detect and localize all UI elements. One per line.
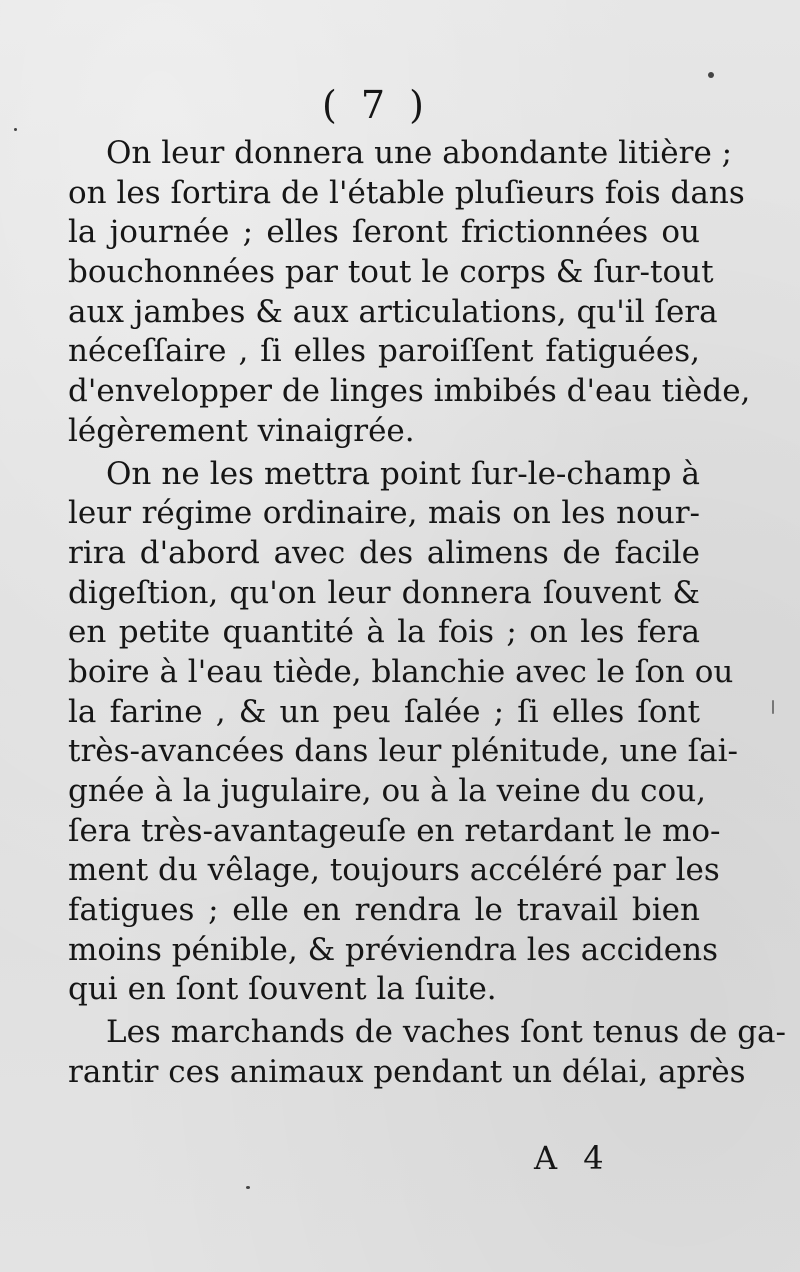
- text-line: digeſtion, qu'on leur donnera ſouvent &: [68, 574, 700, 611]
- body-text: [68, 134, 787, 1093]
- text-line: rantir ces animaux pendant un délai, après: [68, 1053, 746, 1090]
- text-line: Les marchands de vaches ſont tenus de ga-: [106, 1014, 787, 1051]
- text-line: qui en ſont ſouvent la ſuite.: [68, 971, 497, 1008]
- text-line: boire à l'eau tiède, blanchie avec le ſon ou: [68, 653, 734, 690]
- text-line: très-avancées dans leur plénitude, une ſai-: [68, 733, 738, 770]
- paper-speck: [246, 1186, 250, 1189]
- text-line: néceſſaire , ſi elles paroiſſent fatiguées,: [68, 333, 700, 370]
- text-line: leur régime ordinaire, mais on les nour-: [68, 495, 700, 532]
- text-line: en petite quantité à la fois ; on les fera: [68, 614, 700, 651]
- text-line: ment du vêlage, toujours accéléré par les: [68, 852, 720, 889]
- paragraph: [68, 1013, 787, 1092]
- text-line: d'envelopper de linges imbibés d'eau tiède,: [68, 373, 751, 410]
- text-line: fatigues ; elle en rendra le travail bien: [68, 892, 700, 929]
- paper-speck: [772, 700, 774, 714]
- text-line: moins pénible, & préviendra les accidens: [68, 931, 718, 968]
- text-line: rira d'abord avec des alimens de facile: [68, 534, 700, 571]
- text-line: bouchonnées par tout le corps & ſur-tout: [68, 254, 714, 291]
- paper-speck: [14, 128, 17, 131]
- text-line: ſera très-avantageuſe en retardant le mo-: [68, 812, 721, 849]
- paragraph: [68, 134, 751, 452]
- paper-speck: [708, 72, 714, 78]
- text-line: légèrement vinaigrée.: [68, 412, 415, 449]
- text-line: la farine , & un peu ſalée ; ſi elles ſont: [68, 693, 700, 730]
- text-line: la journée ; elles ſeront frictionnées ou: [68, 214, 700, 251]
- paragraph: [68, 455, 738, 1011]
- text-line: gnée à la jugulaire, ou à la veine du cou,: [68, 773, 707, 809]
- text-line: On ne les mettra point ſur-le-champ à: [106, 455, 700, 492]
- page-number: ( 7 ): [322, 83, 430, 127]
- text-line: On leur donnera une abondante litière ;: [106, 135, 733, 171]
- signature-mark: A 4: [534, 1139, 612, 1177]
- text-line: on les ſortira de l'étable pluſieurs fois dans: [68, 174, 745, 211]
- text-line: aux jambes & aux articulations, qu'il ſera: [68, 293, 718, 330]
